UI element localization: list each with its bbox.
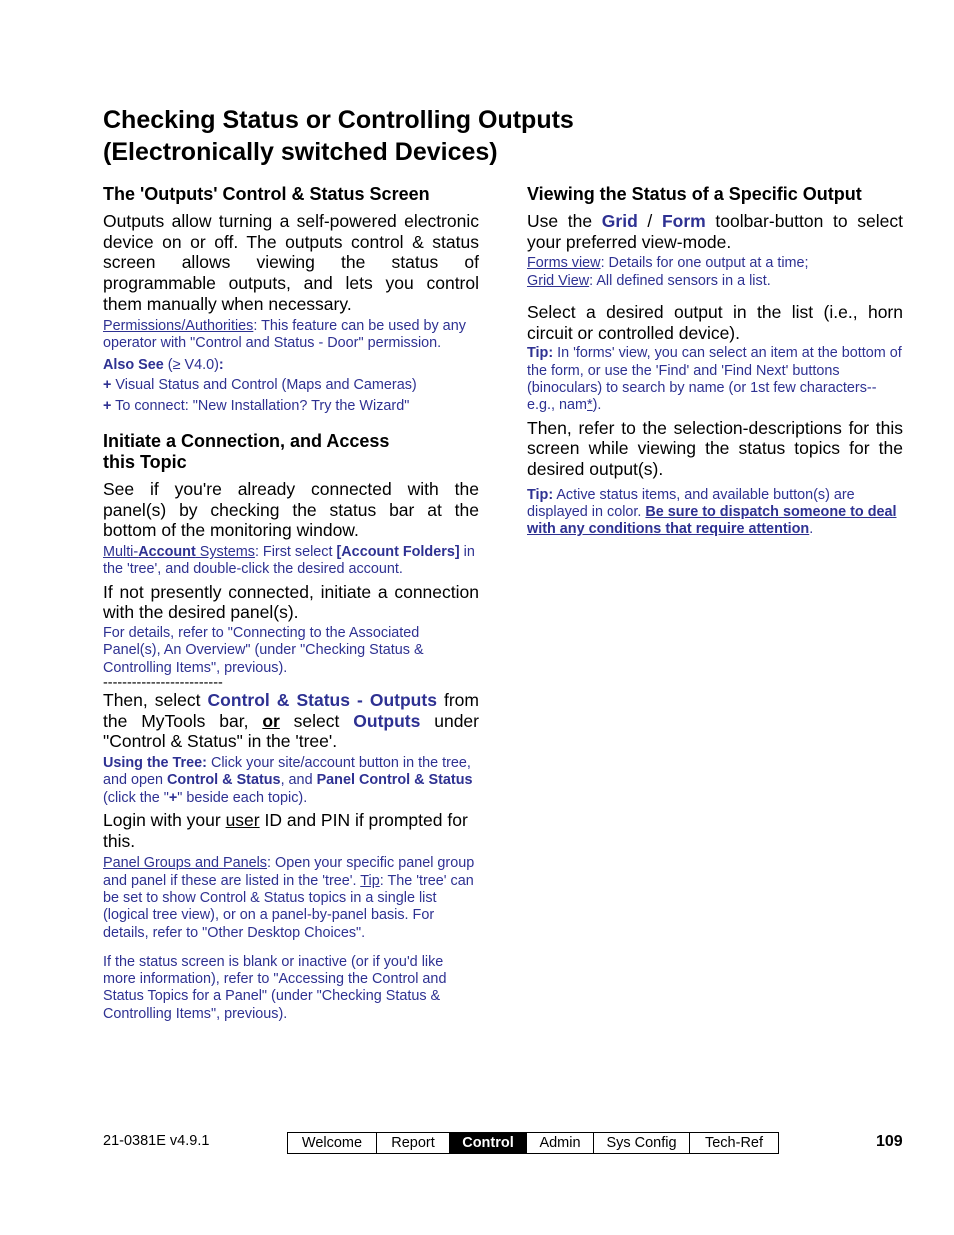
then-select-paragraph: Then, select Control & Status - Outputs from the MyTools bar, or select Outputs under "Control & Status" in the 'tree'. [103, 690, 479, 752]
tip-label: Tip: [527, 486, 554, 503]
dispatch-attention-link[interactable]: Be sure to dispatch someone to deal with any conditions that require attention [527, 504, 897, 538]
tip-link[interactable]: Tip [360, 872, 380, 889]
user-emphasis: user [225, 810, 260, 830]
also-see-colon: : [218, 357, 224, 374]
details-note: For details, refer to "Connecting to the Associated Panel(s), An Overview" (under "Checking Status & Controlling Items", previous). [103, 625, 424, 676]
permissions-link[interactable]: Permissions/Authorities [103, 317, 254, 334]
section-heading-viewing-status: Viewing the Status of a Specific Output [527, 184, 862, 204]
not-connected-paragraph: If not presently connected, initiate a connection with the desired panel(s). [103, 581, 479, 623]
tip-forms-view-note: Tip: In 'forms' view, you can select an item at the bottom of the form, or use the 'Find' and 'Find Next' buttons (binoculars) to search by name (or 1st few characters--e.g., nam*). [527, 345, 902, 414]
tab-report[interactable]: Report [377, 1133, 450, 1153]
page-title [103, 104, 863, 168]
select-output-paragraph: Select a desired output in the list (i.e., horn circuit or controlled device). [527, 302, 903, 343]
outputs-label: Outputs [353, 710, 421, 731]
then-refer-paragraph: Then, refer to the selection-descriptions for this screen while viewing the status topics for the desired output(s). [527, 417, 903, 479]
tab-control[interactable]: Control [450, 1133, 527, 1153]
use-grid-form-paragraph: Use the Grid / Form toolbar-button to select your preferred view-mode. [527, 211, 903, 252]
dashes-divider: ------------------------- [103, 675, 223, 691]
permissions-text: : This feature can be used by any operator with "Control and Status - Door" permission. [103, 317, 466, 351]
also-see-item-label: To connect: "New Installation? Try the Wizard" [111, 397, 410, 414]
permissions-note [103, 318, 479, 353]
forms-view-note: Forms view: Details for one output at a time; [527, 255, 809, 272]
page-title-line2: (Electronically switched Devices) [103, 138, 498, 166]
also-see-label: Also See [103, 357, 164, 374]
grid-view-link[interactable]: Grid View [527, 272, 590, 289]
section-heading-outputs-screen: The 'Outputs' Control & Status Screen [103, 184, 430, 204]
also-see-item-label: Visual Status and Control (Maps and Cameras) [111, 377, 417, 394]
tab-admin[interactable]: Admin [527, 1133, 594, 1153]
tip-label: Tip: [527, 345, 554, 362]
grid-button-label: Grid [601, 211, 638, 231]
asterisk-emphasis: * [587, 397, 593, 414]
plus-icon: + [103, 397, 112, 414]
or-emphasis: or [262, 710, 280, 731]
section-tab-bar [287, 1132, 779, 1154]
multi-account-link[interactable]: Multi-Account Systems [103, 544, 255, 561]
multi-account-note: Multi-Account Systems: First select [Account Folders] in the 'tree', and double-click the desired account. [103, 544, 475, 578]
panel-groups-link[interactable]: Panel Groups and Panels [103, 855, 268, 872]
page-title-line1: Checking Status or Controlling Outputs [103, 106, 574, 134]
right-column [527, 184, 903, 539]
login-paragraph: Login with your user ID and PIN if prompted for this. [103, 810, 468, 851]
panel-groups-note: Panel Groups and Panels: Open your specific panel group and panel if these are listed in the 'tree'. Tip: The 'tree' can be set to show Control & Status topics in a single list (logical tree view), or on a panel-by-panel basis. For details, refer to "Other Desktop Choices". [103, 855, 475, 941]
document-id: 21-0381E v4.9.1 [103, 1133, 210, 1149]
tab-tech-ref[interactable]: Tech-Ref [704, 1135, 764, 1151]
grid-view-note: Grid View: All defined sensors in a list. [527, 272, 771, 289]
form-button-label: Form [661, 211, 706, 231]
tab-welcome[interactable]: Welcome [288, 1133, 377, 1153]
using-tree-note: Using the Tree: Click your site/account button in the tree, and open Control & Status, and Panel Control & Status (click the "+" beside each topic). [103, 755, 473, 806]
tab-sys-config[interactable]: Sys Config [594, 1133, 690, 1153]
plus-icon: + [103, 377, 112, 394]
account-folders-label: [Account Folders] [336, 544, 460, 561]
intro-paragraph: Outputs allow turning a self-powered electronic device on or off. The outputs control & status screen allows viewing the status of programmable outputs, and lets you control them manually when necessary. [103, 211, 479, 314]
left-column [103, 184, 479, 1023]
forms-view-link[interactable]: Forms view [527, 255, 601, 272]
also-see-item-wizard[interactable] [103, 398, 479, 415]
see-connected-paragraph: See if you're already connected with the panel(s) by checking the status bar at the bottom of the monitoring window. [103, 479, 479, 541]
blank-status-note: If the status screen is blank or inactive (or if you'd like more information), refer to "Accessing the Control and Status Topics for a Panel" (under "Checking Status & Controlling Items", previous). [103, 953, 447, 1022]
using-tree-label: Using the Tree: [103, 755, 207, 772]
also-see-heading [103, 357, 479, 374]
also-see-item-visual-status[interactable] [103, 377, 479, 394]
control-status-outputs-label: Control & Status - Outputs [207, 690, 437, 710]
page-number: 109 [876, 1133, 903, 1150]
section-heading-initiate-connection: Initiate a Connection, and Access this Topic [103, 431, 390, 472]
tip-active-status-note: Tip: Active status items, and available button(s) are displayed in color. Be sure to dispatch someone to deal with any conditions that require attention. [527, 486, 897, 538]
also-see-version: (≥ V4.0) [163, 357, 219, 374]
